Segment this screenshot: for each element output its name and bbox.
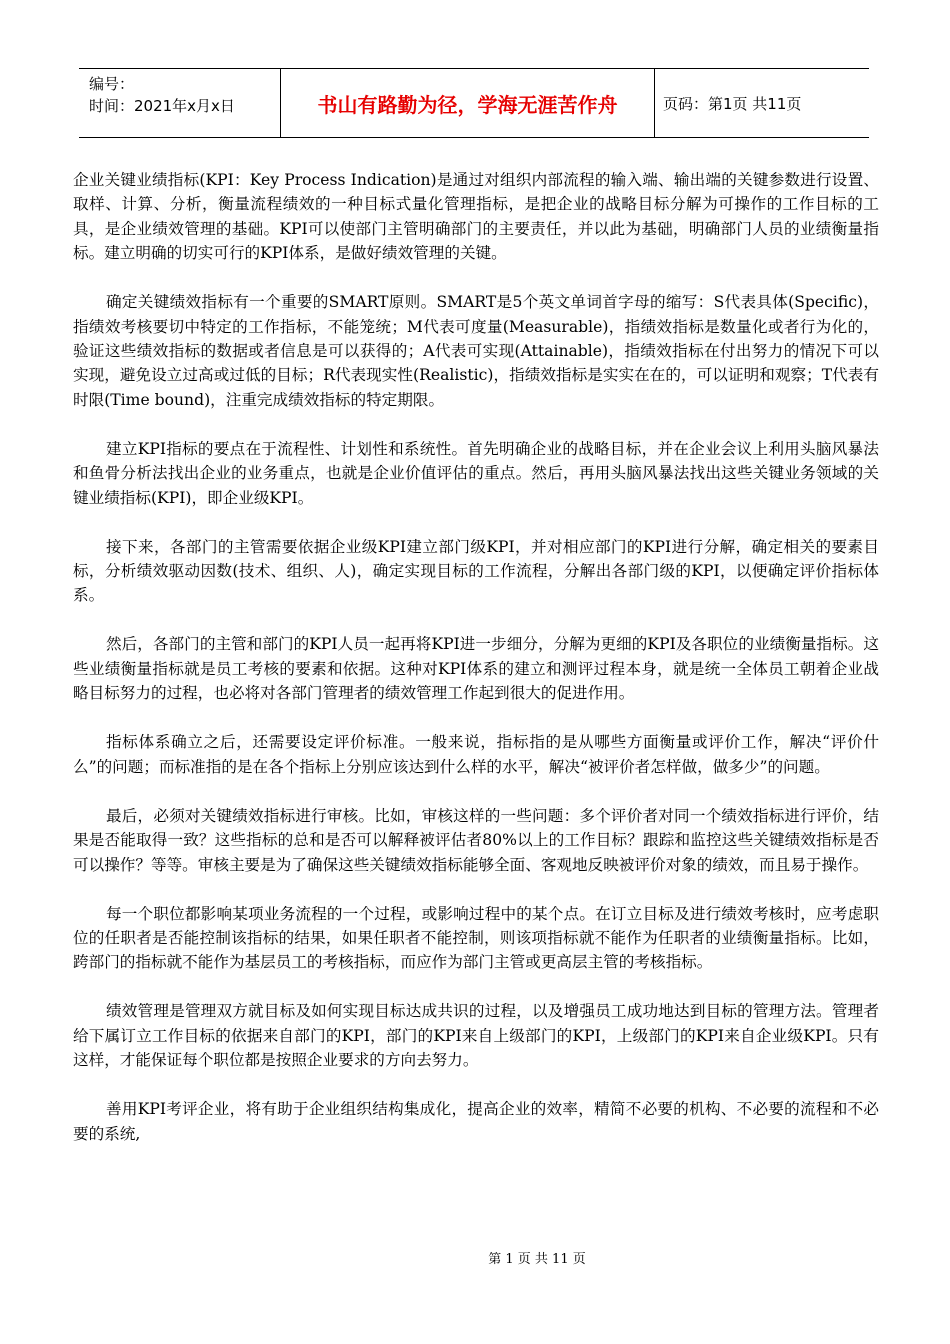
paragraph-3: 建立KPI指标的要点在于流程性、计划性和系统性。首先明确企业的战略目标，并在企业会议上利用头脑风暴法和鱼骨分析法找出企业的业务重点，也就是企业价值评估的重点。然后，再用头脑风暴法找出这些关键业务领域的关键业绩指标(KPI)，即企业级KPI。 [73,439,879,507]
paragraph-10: 善用KPI考评企业，将有助于企业组织结构集成化，提高企业的效率，精简不必要的机构、不必要的流程和不必要的系统, [73,1100,879,1143]
page-footer [0,1248,950,1267]
paragraph-7: 最后，必须对关键绩效指标进行审核。比如，审核这样的一些问题：多个评价者对同一个绩效指标进行评价，结果是否能取得一致？这些指标的总和是否可以解释被评估者80%以上的工作目标？跟踪和监控这些关键绩效指标是否可以操作？等等。审核主要是为了确保这些关键绩效指标能够全面、客观地反映被评价对象的绩效，而且易于操作。 [73,806,879,874]
number-label: 编号： [89,75,135,93]
footer-page-number: 第 1 页 共 11 页 [488,1252,586,1267]
paragraph-2: 确定关键绩效指标有一个重要的SMART原则。SMART是5个英文单词首字母的缩写：S代表具体(Specific)，指绩效考核要切中特定的工作指标，不能笼统；M代表可度量(Measurable)，指绩效指标是数量化或者行为化的，验证这些绩效指标的数据或者信息是可以获得的；A代表可实现(Attainable)，指绩效指标在付出努力的情况下可以实现，避免设立过高或过低的目标；R代表现实性(Realistic)，指绩效指标是实实在在的，可以证明和观察；T代表有时限(Time bound)，注重完成绩效指标的特定期限。 [73,293,879,409]
paragraph-8: 每一个职位都影响某项业务流程的一个过程，或影响过程中的某个点。在订立目标及进行绩效考核时，应考虑职位的任职者是否能控制该指标的结果，如果任职者不能控制，则该项指标就不能作为任职者的业绩衡量指标。比如，跨部门的指标就不能作为基层员工的考核指标，而应作为部门主管或更高层主管的考核指标。 [73,904,879,972]
header-page-info: 页码：第1页 共11页 [663,94,802,113]
header-motto: 书山有路勤为径，学海无涯苦作舟 [317,92,618,117]
header-left-cell [79,69,281,137]
document-body [73,168,879,1171]
time-label: 时间：2021年x月x日 [89,97,235,115]
paragraph-9: 绩效管理是管理双方就目标及如何实现目标达成共识的过程，以及增强员工成功地达到目标的管理方法。管理者给下属订立工作目标的依据来自部门的KPI，部门的KPI来自上级部门的KPI，上级部门的KPI来自企业级KPI。只有这样，才能保证每个职位都是按照企业要求的方向去努力。 [73,1002,879,1070]
paragraph-1: 企业关键业绩指标(KPI：Key Process Indication)是通过对组织内部流程的输入端、输出端的关键参数进行设置、取样、计算、分析，衡量流程绩效的一种目标式量化管理指标，是把企业的战略目标分解为可操作的工作目标的工具，是企业绩效管理的基础。KPI可以使部门主管明确部门的主要责任，并以此为基础，明确部门人员的业绩衡量指标。建立明确的切实可行的KPI体系，是做好绩效管理的关键。 [73,171,879,263]
header-motto-cell [281,69,655,137]
paragraph-5: 然后，各部门的主管和部门的KPI人员一起再将KPI进一步细分，分解为更细的KPI及各职位的业绩衡量指标。这些业绩衡量指标就是员工考核的要素和依据。这种对KPI体系的建立和测评过程本身，就是统一全体员工朝着企业战略目标努力的过程，也必将对各部门管理者的绩效管理工作起到很大的促进作用。 [73,635,879,703]
paragraph-4: 接下来，各部门的主管需要依据企业级KPI建立部门级KPI，并对相应部门的KPI进行分解，确定相关的要素目标，分析绩效驱动因数(技术、组织、人)，确定实现目标的工作流程，分解出各部门级的KPI，以便确定评价指标体系。 [73,537,879,605]
paragraph-6: 指标体系确立之后，还需要设定评价标准。一般来说，指标指的是从哪些方面衡量或评价工作，解决“评价什么”的问题；而标准指的是在各个指标上分别应该达到什么样的水平，解决“被评价者怎样做，做多少”的问题。 [73,733,879,776]
document-header [79,68,869,138]
header-page-cell [655,69,869,137]
